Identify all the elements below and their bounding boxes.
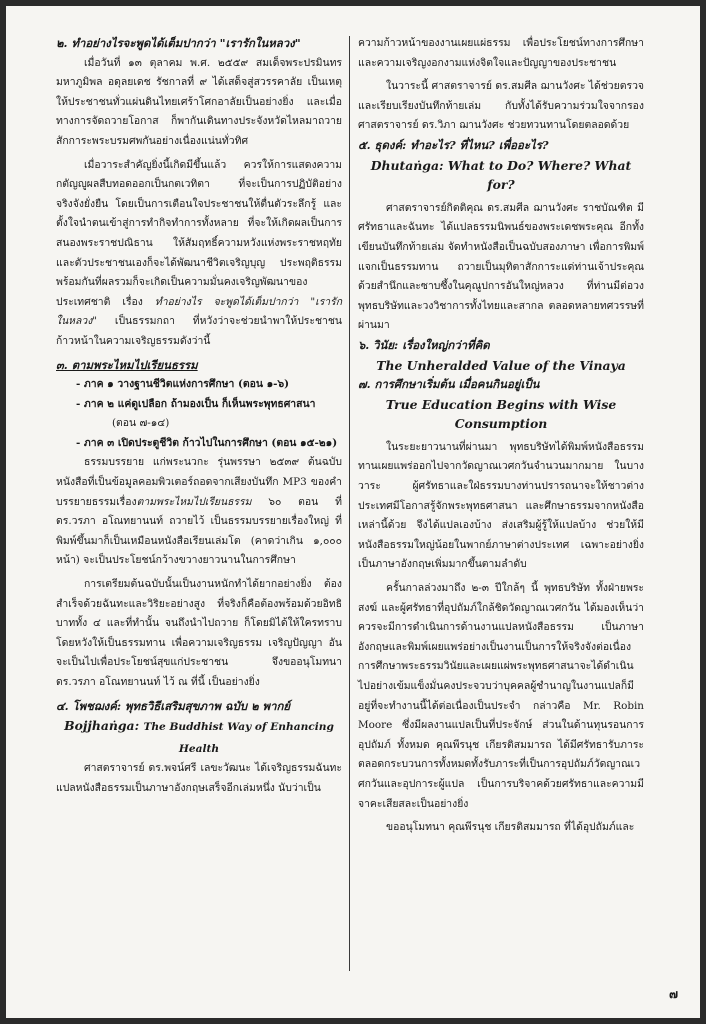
section-heading-2: ๒. ทำอย่างไรจะพูดได้เต็มปากว่า "เรารักในหลวง" xyxy=(56,36,301,50)
part-item: - ภาค ๑ วางฐานชีวิตแห่งการศึกษา (ตอน ๑-๖) xyxy=(76,378,290,391)
part-item: - ภาค ๓ เปิดประตูชีวิต ก้าวไปในการศึกษา (ตอน ๑๕-๒๑) xyxy=(76,436,338,449)
paragraph: ในระยะยาวนานที่ผ่านมา พุทธบริษัทได้พิมพ์หนังสือธรรมทานเผยแพร่ออกไปจากวัดญาณเวศกวันจำนวนมากมาย ในบางวาระ ผู้ศรัทธาและใฝ่ธรรมบางท่านปรารถนาจะให้ชาวต่างประเทศมีโอกาสรู้จักพระพุทธศาสนา และศึกษาธรรมจากหนังสือเหล่านี้ด้วย จึงได้แปลเองบ้าง ส่งเสริมผู้รู้ให้แปลบ้าง ช่วยให้มีหนังสือธรรมใหญ่น้อยในพากย์ภาษาต่างประเทศ เฉพาะอย่างยิ่งเป็นภาษาอังกฤษเพิ่มมากขึ้นตามลำดับ xyxy=(358,440,644,571)
paragraph: ธรรมบรรยาย แก่พระนวกะ รุ่นพรรษา ๒๕๓๙ ต้นฉบับหนังสือที่เป็นข้อมูลคอมพิวเตอร์ถอดจากเสียงบันทึก MP3 ของคำบรรยายธรรมเรื่องตามพระไหมไปเรียนธรรม ๖๐ ตอน ที่ ดร.วรภา อโณทยานนท์ ถวายไว้ เป็นธรรมบรรยายเรื่องใหญ่ ที่พิมพ์ขึ้นมาก็เป็นเหมือนหนังสือเรียนเล่มโต (คาดว่าเกิน ๑,๐๐๐ หน้า) จะเป็นประโยชน์กว้างขวางยาวนานในการศึกษา xyxy=(56,456,342,567)
english-title: Dhutaṅga: What to Do? Where? What for? xyxy=(370,157,632,193)
section-heading-7: ๗. การศึกษาเริ่มต้น เมื่อคนกินอยู่เป็น xyxy=(358,377,540,392)
column-divider xyxy=(349,36,350,971)
paragraph: เมื่อวาระสำคัญยิ่งนี้เกิดมีขึ้นแล้ว ควรให้การแสดงความกตัญญูผลสืบทอดออกเป็นกตเวทิตา ที่จะเป็นการปฏิบัติอย่างจริงจังยั่งยืน โดยเป็นการเตือนใจประชาชนให้ตื่นตัวระลึกรู้ และตั้งใจนำตนเข้าสู่การทำกิจทำการทั้งหลาย ที่จะให้เกิดผลเป็นการสนองพระราชปณิธาน ให้สัมฤทธิ์ความหวังแห่งพระราชหฤทัย และตัวประชาชนเองก็จะได้พัฒนาชีวิตเจริญบุญ ประพฤติธรรมพร้อมกันที่ผลรวมก็จะเกิดเป็นความมั่นคงเจริญพัฒนาของประเทศชาติ เรื่อง ทำอย่างไร จะพูดได้เต็มปากว่า "เรารักในหลวง" เป็นธรรมกถา ที่หวังว่าจะช่วยนำพาให้ประชาชนก้าวหน้าในความเจริญธรรมดังว่านี้ xyxy=(56,158,342,347)
paragraph: ศาสตราจารย์ ดร.พจน์ศรี เลขะวัฒนะ ได้เจริญธรรมฉันทะ แปลหนังสือธรรมเป็นภาษาอังกฤษเสร็จอีกเล่มหนึ่ง นับว่าเป็น xyxy=(56,762,342,794)
left-column xyxy=(56,34,342,799)
page-number: ๗ xyxy=(668,987,678,1001)
right-column xyxy=(358,34,644,838)
paragraph: การเตรียมต้นฉบับนั้นเป็นงานหนักทำได้ยากอย่างยิ่ง ต้องสำเร็จด้วยฉันทะและวิริยะอย่างสูง ที่จริงก็คือต้องพร้อมด้วยอิทธิบาททั้ง ๔ และที่ทำนั้น จนถึงนำไปถวาย ก็โดยมิได้ให้ใครทราบ โดยหวังให้เป็นธรรมทาน เพื่อความเจริญธรรม เจริญปัญญา อันจะเป็นไปเพื่อประโยชน์สุขแก่ประชาชน จึงขออนุโมทนา ดร.วรภา อโณทยานนท์ ไว้ ณ ที่นี้ เป็นอย่างยิ่ง xyxy=(56,578,342,688)
section-heading-6: ๖. วินัย: เรื่องใหญ่กว่าที่คิด xyxy=(358,337,490,352)
paragraph: เมื่อวันที่ ๑๓ ตุลาคม พ.ศ. ๒๕๕๙ สมเด็จพระปรมินทร มหาภูมิพล อดุลยเดช รัชกาลที่ ๙ ได้เสด็จสู่สวรรคาลัย เป็นเหตุให้ประชาชนทั่วแผ่นดินไทยเศร้าโศกอาลัยเป็นอย่างยิ่ง และเมื่อทางการจัดถวายโอกาส ก็พากันเดินทางประจังหวัดไหลมาถวายสักการะพระบรมศพกันอย่างเนื่องแน่นทั่วทิศ xyxy=(56,56,342,147)
paragraph: ขออนุโมทนา คุณพีรนุช เกียรติสมมารถ ที่ได้อุปถัมภ์และ xyxy=(386,821,635,834)
part-item: - ภาค ๒ แค่ดูเปลือก ถ้ามองเป็น ก็เห็นพระพุทธศาสนา xyxy=(76,397,316,410)
book-title: ตามพระไหมไปเรียนธรรม xyxy=(136,495,252,508)
document-page xyxy=(6,6,700,1018)
part-item-continued: (ตอน ๗-๑๔) xyxy=(112,417,170,430)
section-heading-5: ๕. ธุดงค์: ทำอะไร? ที่ไหน? เพื่ออะไร? xyxy=(358,137,549,152)
paragraph: ความก้าวหน้าของงานเผยแผ่ธรรม เพื่อประโยชน์ทางการศึกษาและความเจริญงอกงามแห่งจิตใจและปัญญาของประชาชน xyxy=(358,37,644,69)
section-heading-3: ๓. ตามพระไหมไปเรียนธรรม xyxy=(56,357,198,372)
section-heading-4: ๔. โพชฌงค์: พุทธวิธีเสริมสุขภาพ ฉบับ ๒ พากย์ xyxy=(56,698,291,713)
english-title: The Unheralded Value of the Vinaya xyxy=(376,357,626,373)
paragraph: ในวาระนี้ ศาสตราจารย์ ดร.สมศีล ฌานวังศะ ได้ช่วยตรวจและเรียบเรียงบันทึกท้ายเล่ม กับทั้งได้รับความร่วมใจจากรองศาสตราจารย์ ดร.วิภา ฌานวังศะ ช่วยทวนทานโดยตลอดด้วย xyxy=(358,80,644,132)
paragraph: ครั้นกาลล่วงมาถึง ๒-๓ ปีใกล้ๆ นี้ พุทธบริษัท ทั้งฝ่ายพระสงฆ์ และผู้ศรัทธาที่อุปถัมภ์ใกล้ชิดวัดญาณเวศกวัน ได้มองเห็นว่าควรจะมีการดำเนินการด้านงานแปลหนังสือธรรม เป็นภาษาอังกฤษและพิมพ์เผยแพร่อย่างเป็นงานเป็นการให้จริงจังต่อเนื่อง การศึกษาพระธรรมวินัยและเผยแผ่พระพุทธศาสนาจะได้ดำเนินไปอย่างเข้มแข็งมั่นคงประจวบว่าบุคคลผู้ชำนาญในงานแปลก็มีอยู่ที่จะทำงานนี้ได้ต่อเนื่องเป็นประจำ กล่าวคือ Mr. Robin Moore ซึ่งมีผลงานแปลเป็นที่ประจักษ์ ส่วนในด้านทุนรอนการอุปถัมภ์ ทั้งหมด คุณพีรนุช เกียรติสมมารถ ได้มีศรัทธารับภาระตลอดกระบวนการทั้งหมดทั้งรับภาระที่เป็นการอุปถัมภ์วัดญาณเวศกวันและอุปการะผู้แปล เป็นการบริจาคด้วยศรัทธาและความมีจาคะเสียสละเป็นอย่างยิ่ง xyxy=(358,582,644,810)
book-title: ทำอย่างไร จะพูดได้เต็มปากว่า "เรารักในหลวง" xyxy=(56,295,342,328)
english-title: True Education Begins with Wise Consumption xyxy=(385,396,617,432)
paragraph: ศาสตราจารย์กิตติคุณ ดร.สมศีล ฌานวังศะ ราชบัณฑิต มีศรัทธาและฉันทะ ได้แปลธรรมนิพนธ์ของพระเดชพระคุณ อีกทั้งเขียนบันทึกท้ายเล่ม จัดทำหนังสือเป็นฉบับสองภาษา เพื่อการพิมพ์แจกเป็นธรรมทาน ถวายเป็นมุทิตาสักการะแด่ท่านเจ้าประคุณ ด้วยสำนึกและซาบซึ้งในคุณูปการอันใหญ่หลวง ที่ท่านมีต่อวงพุทธบริษัทและวงวิชาการทั้งไทยและสากล ตลอดหลายทศวรรษที่ผ่านมา xyxy=(358,201,644,332)
english-title: Bojjhaṅga: The Buddhist Way of Enhancing Health xyxy=(64,718,334,755)
